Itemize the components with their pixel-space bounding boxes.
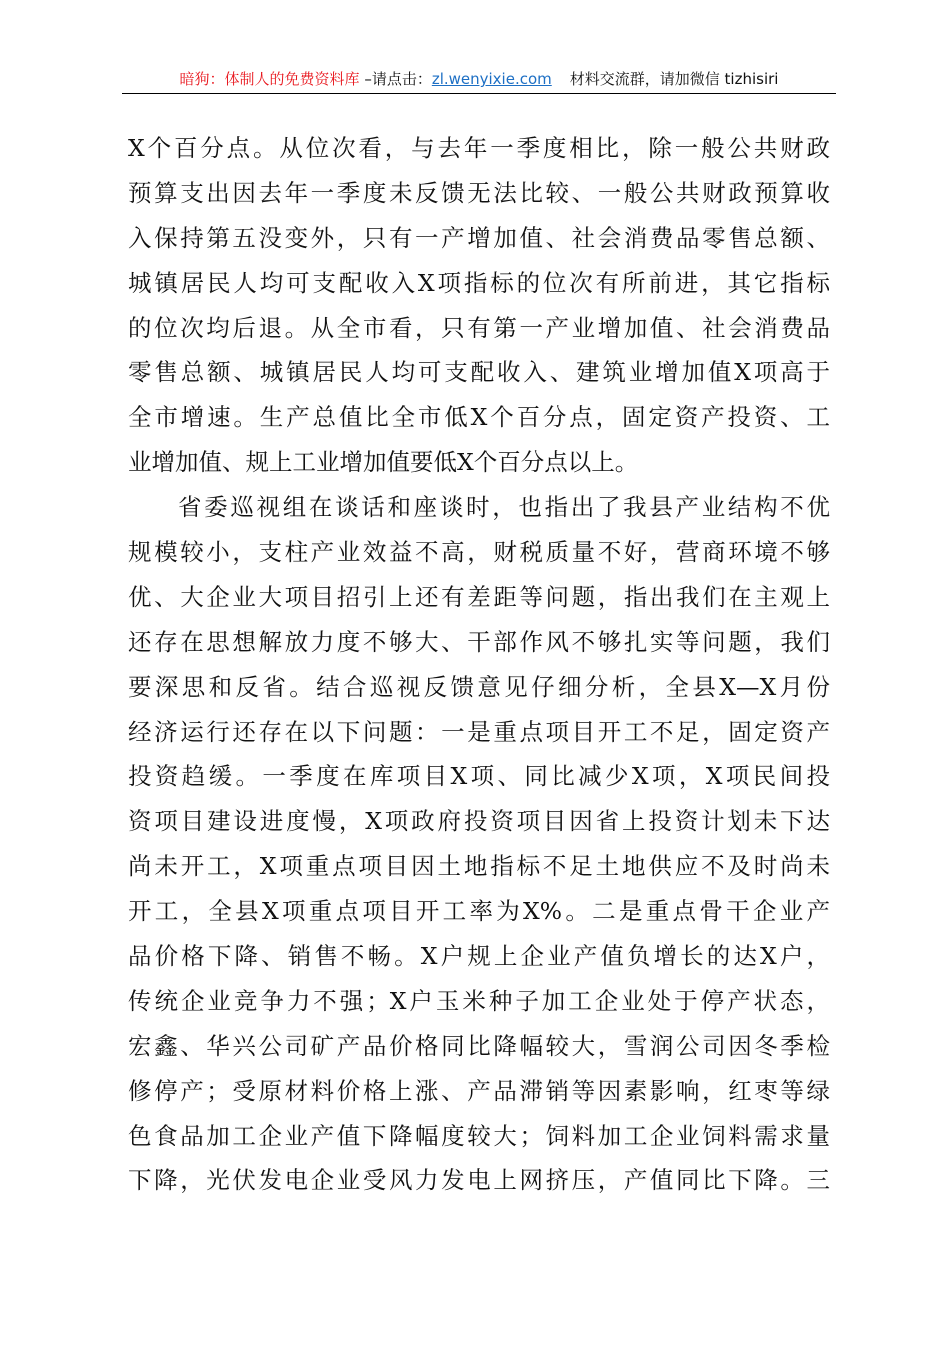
text-line: 入保持第五没变外，只有一产增加值、社会消费品零售总额、 bbox=[128, 223, 830, 252]
paragraph bbox=[128, 126, 830, 485]
text-line: 还存在思想解放力度不够大、干部作风不够扎实等问题，我们 bbox=[128, 627, 830, 656]
text-line: 预算支出因去年一季度未反馈无法比较、一般公共财政预算收 bbox=[128, 178, 830, 207]
page-header bbox=[122, 68, 836, 94]
website-link[interactable]: zl.wenyixie.com bbox=[431, 70, 552, 88]
text-line: 下降，光伏发电企业受风力发电上网挤压，产值同比下降。三 bbox=[128, 1166, 830, 1195]
group-text: 材料交流群，请加微信 tizhisiri bbox=[569, 70, 779, 88]
text-line: 要深思和反省。结合巡视反馈意见仔细分析，全县X—X月份 bbox=[128, 672, 830, 701]
document-body bbox=[128, 126, 830, 1203]
text-line: 品价格下降、销售不畅。X户规上企业产值负增长的达X户， bbox=[128, 942, 830, 971]
click-label: –请点击： bbox=[359, 70, 432, 88]
text-line: 宏鑫、华兴公司矿产品价格同比降幅较大，雪润公司因冬季检 bbox=[128, 1031, 830, 1060]
text-line: 优、大企业大项目招引上还有差距等问题，指出我们在主观上 bbox=[128, 582, 830, 611]
header-divider bbox=[122, 93, 836, 94]
text-line: 业增加值、规上工业增加值要低X个百分点以上。 bbox=[128, 448, 639, 477]
text-line: X个百分点。从位次看，与去年一季度相比，除一般公共财政 bbox=[128, 134, 830, 162]
text-line: 投资趋缓。一季度在库项目X项、同比减少X项，X项民间投 bbox=[128, 762, 830, 791]
text-line: 资项目建设进度慢，X项政府投资项目因省上投资计划未下达 bbox=[128, 807, 830, 836]
text-line: 全市增速。生产总值比全市低X个百分点，固定资产投资、工 bbox=[128, 403, 830, 432]
text-line: 规模较小，支柱产业效益不高，财税质量不好，营商环境不够 bbox=[128, 538, 830, 567]
text-line: 尚未开工，X项重点项目因土地指标不足土地供应不及时尚未 bbox=[128, 852, 830, 881]
text-line: 修停产；受原材料价格上涨、产品滞销等因素影响，红枣等绿 bbox=[128, 1076, 830, 1105]
text-line: 的位次均后退。从全市看，只有第一产业增加值、社会消费品 bbox=[128, 313, 830, 342]
text-line: 零售总额、城镇居民人均可支配收入、建筑业增加值X项高于 bbox=[128, 358, 830, 387]
text-line: 经济运行还存在以下问题：一是重点项目开工不足，固定资产 bbox=[128, 717, 830, 746]
paragraph bbox=[128, 485, 830, 1203]
promo-text: 暗狗：体制人的免费资料库 bbox=[179, 70, 360, 88]
text-line: 省委巡视组在谈话和座谈时，也指出了我县产业结构不优 bbox=[178, 493, 830, 522]
text-line: 色食品加工企业产值下降幅度较大；饲料加工企业饲料需求量 bbox=[128, 1121, 830, 1150]
text-line: 开工，全县X项重点项目开工率为X%。二是重点骨干企业产 bbox=[128, 897, 830, 926]
text-line: 传统企业竞争力不强；X户玉米种子加工企业处于停产状态， bbox=[128, 986, 830, 1015]
text-line: 城镇居民人均可支配收入X项指标的位次有所前进，其它指标 bbox=[128, 268, 830, 297]
